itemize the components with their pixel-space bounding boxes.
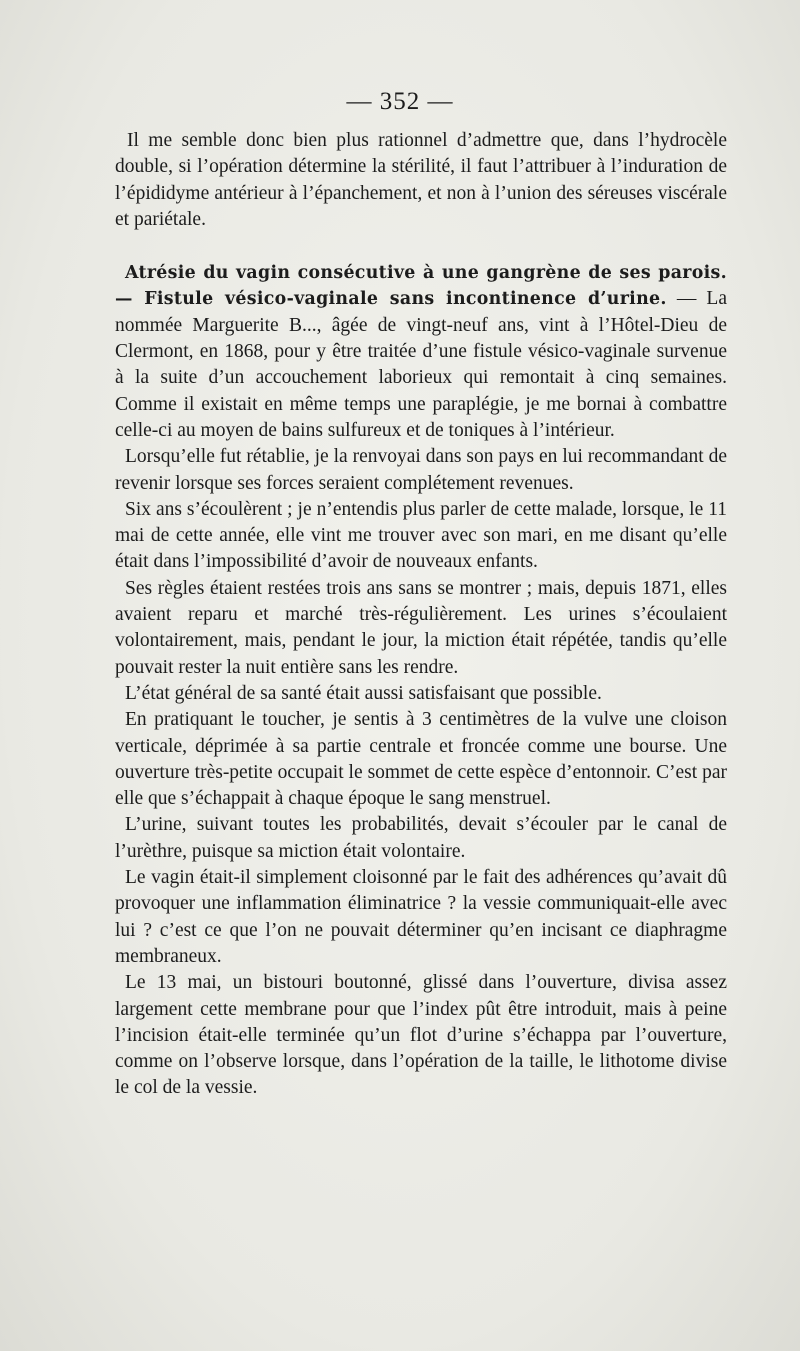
case-intro: — La nommée Marguerite B..., âgée de vingt-neuf ans, vint à l’Hôtel-Dieu de Clermont, en 1868, pour y être traitée d’une fistule vésico-vaginale survenue à la suite d’un accouchement laborieux qui remontait à cinq semaines. Comme il existait en même temps une paraplégie, je me bornai à combattre celle-ci au moyen de bains sulfureux et de toniques à l’intérieur.	[115, 288, 727, 441]
body-paragraph: Lorsqu’elle fut rétablie, je la renvoyai dans son pays en lui recommandant de revenir lorsque ses forces seraient complétement revenues.	[115, 446, 727, 494]
body-paragraph: Le vagin était-il simplement cloisonné par le fait des adhérences qu’avait dû provoquer une inflammation éliminatrice ? la vessie communiquait-elle avec lui ? c’est ce que l’on ne pouvait déterminer qu’en incisant ce diaphragme membraneux.	[115, 867, 727, 967]
text-body	[115, 128, 727, 1102]
body-paragraph: Ses règles étaient restées trois ans sans se montrer ; mais, depuis 1871, elles avaient reparu et marché très-régulièrement. Les urines s’écoulaient volontairement, mais, pendant le jour, la miction était répétée, tandis qu’elle pouvait rester la nuit entière sans les rendre.	[115, 577, 727, 678]
case-paragraph	[115, 260, 727, 444]
body-paragraph: L’urine, suivant toutes les probabilités, devait s’écouler par le canal de l’urèthre, puisque sa miction était volontaire.	[115, 814, 727, 862]
paragraph-hydrocele: Il me semble donc bien plus rationnel d’admettre que, dans l’hydrocèle double, si l’opération détermine la stérilité, il faut l’attribuer à l’induration de l’épididyme antérieur à l’épanchement, et non à l’union des séreuses viscérale et pariétale.	[115, 130, 727, 230]
section-heading: Atrésie du vagin consécutive à une gangrène de ses parois. — Fistule vésico-vaginale sans incontinence d’urine.	[115, 263, 727, 310]
body-paragraph: Six ans s’écoulèrent ; je n’entendis plus parler de cette malade, lorsque, le 11 mai de cette année, elle vint me trouver avec son mari, en me disant qu’elle était dans l’impossibilité d’avoir de nouveaux enfants.	[115, 498, 727, 573]
page-number: — 352 —	[346, 88, 454, 115]
body-paragraph: L’état général de sa santé était aussi satisfaisant que possible.	[125, 682, 602, 704]
body-paragraph: En pratiquant le toucher, je sentis à 3 centimètres de la vulve une cloison verticale, déprimée à sa partie centrale et froncée comme une bourse. Une ouverture très-petite occupait le sommet de cette espèce d’entonnoir. C’est par elle que s’échappait à chaque époque le sang menstruel.	[115, 709, 727, 810]
body-paragraph: Le 13 mai, un bistouri boutonné, glissé dans l’ouverture, divisa assez largement cette membrane pour que l’index pût être introduit, mais à peine l’incision était-elle terminée qu’un flot d’urine s’échappa par l’ouverture, comme on l’observe lorsque, dans l’opération de la taille, le lithotome divise le col de la vessie.	[115, 972, 727, 1099]
